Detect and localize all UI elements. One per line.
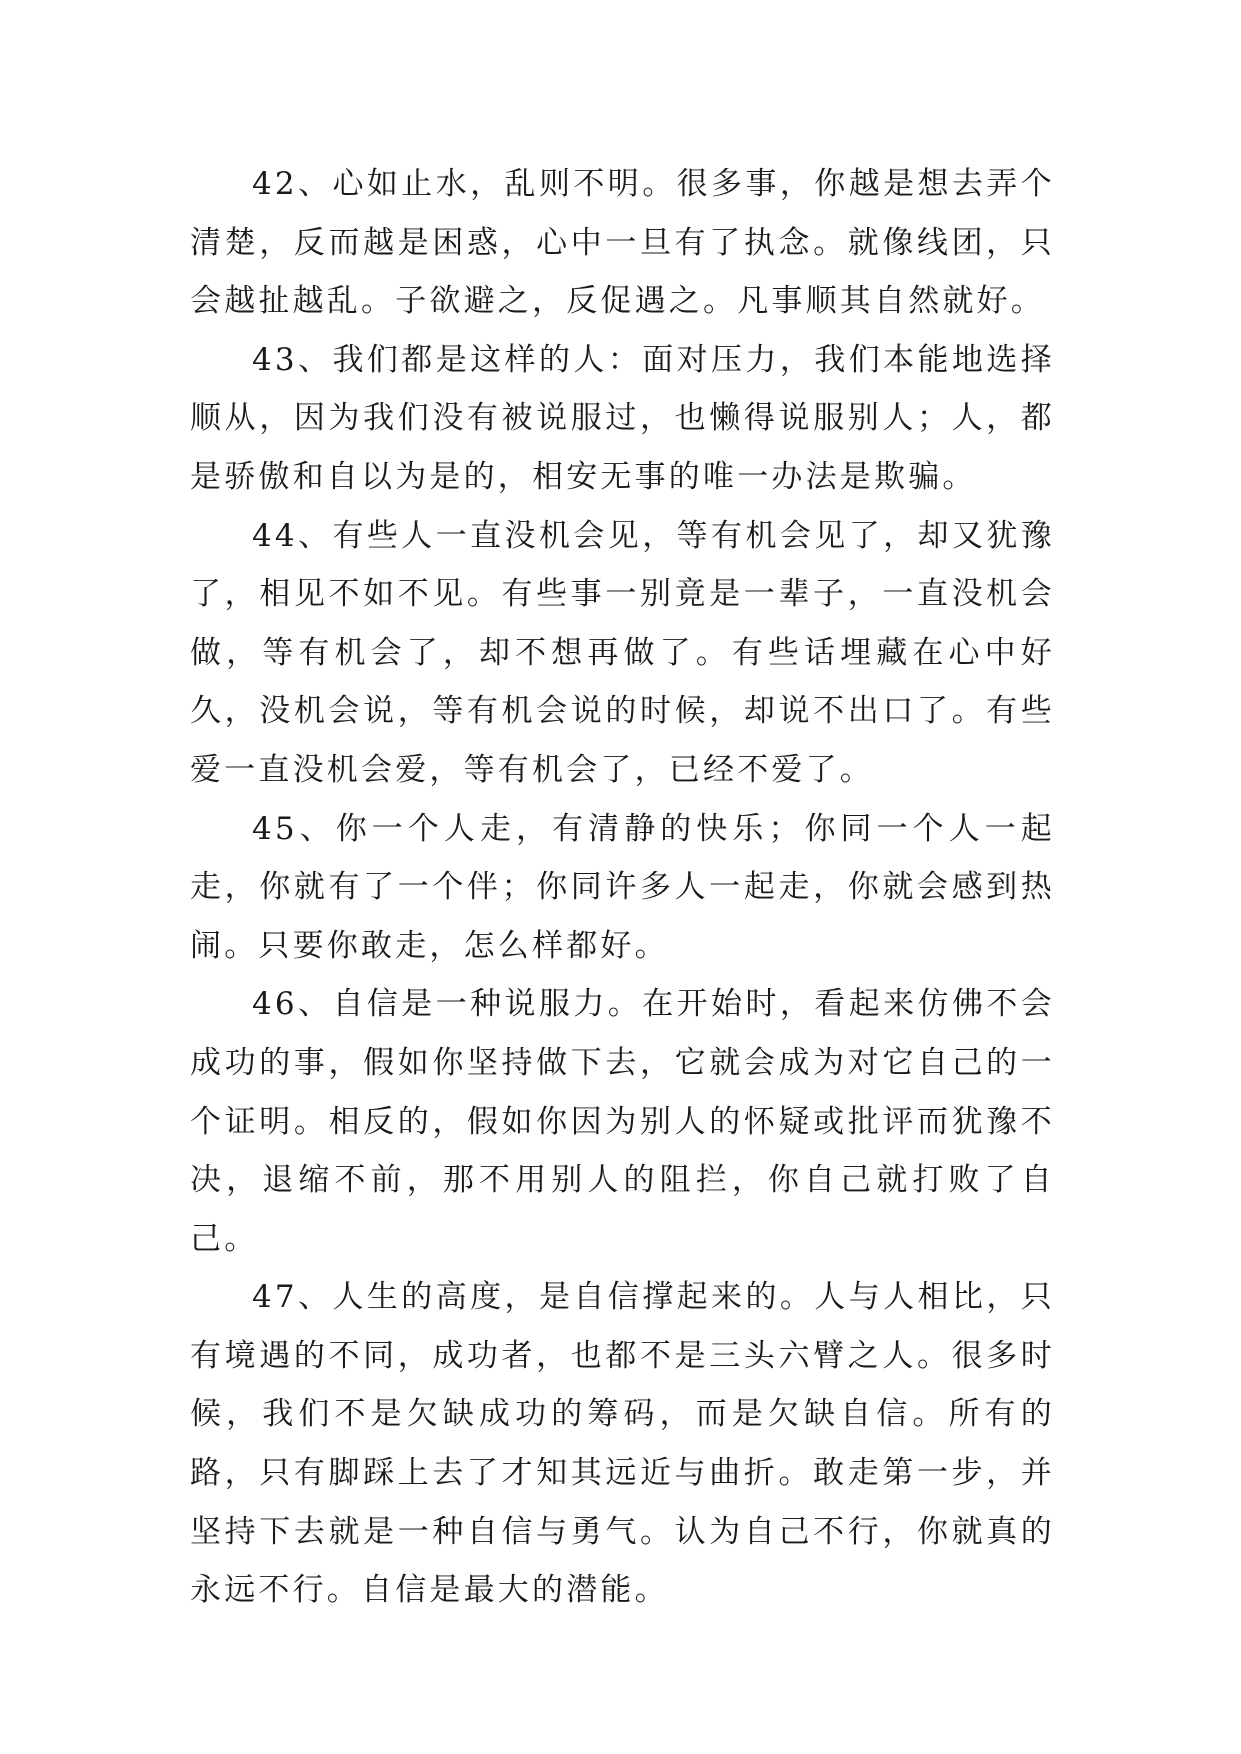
paragraph-43: 43、我们都是这样的人：面对压力，我们本能地选择顺从，因为我们没有被说服过，也懒得说服别人；人，都是骄傲和自以为是的，相安无事的唯一办法是欺骗。 xyxy=(190,341,1055,495)
paragraph-44: 44、有些人一直没机会见，等有机会见了，却又犹豫了，相见不如不见。有些事一别竟是一辈子，一直没机会做，等有机会了，却不想再做了。有些话埋藏在心中好久，没机会说，等有机会说的时候，却说不出口了。有些爱一直没机会爱，等有机会了，已经不爱了。 xyxy=(190,517,1055,788)
paragraph-46: 46、自信是一种说服力。在开始时，看起来仿佛不会成功的事，假如你坚持做下去，它就会成为对它自己的一个证明。相反的，假如你因为别人的怀疑或批评而犹豫不决，退缩不前，那不用别人的阻拦，你自己就打败了自己。 xyxy=(190,986,1055,1257)
paragraph-45: 45、你一个人走，有清静的快乐；你同一个人一起走，你就有了一个伴；你同许多人一起走，你就会感到热闹。只要你敢走，怎么样都好。 xyxy=(190,810,1055,964)
paragraph-47: 47、人生的高度，是自信撑起来的。人与人相比，只有境遇的不同，成功者，也都不是三头六臂之人。很多时候，我们不是欠缺成功的筹码，而是欠缺自信。所有的路，只有脚踩上去了才知其远近与曲折。敢走第一步，并坚持下去就是一种自信与勇气。认为自己不行，你就真的永远不行。自信是最大的潜能。 xyxy=(190,1279,1055,1609)
document-body xyxy=(190,155,1055,1620)
paragraph-42: 42、心如止水，乱则不明。很多事，你越是想去弄个清楚，反而越是困惑，心中一旦有了执念。就像线团，只会越扯越乱。子欲避之，反促遇之。凡事顺其自然就好。 xyxy=(190,166,1055,320)
